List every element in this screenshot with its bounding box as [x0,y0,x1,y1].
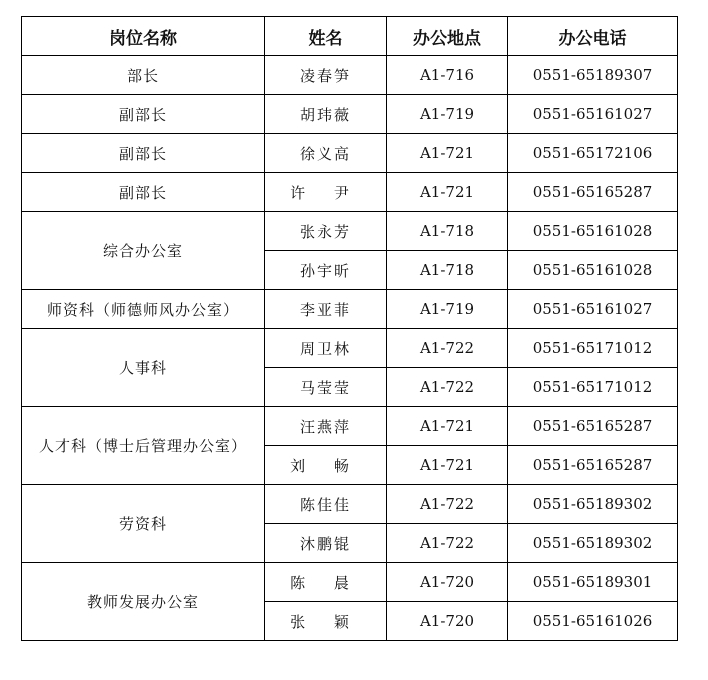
position-cell: 师资科（师德师风办公室） [22,290,265,329]
office-location-cell: A1-720 [387,563,508,602]
office-phone-cell: 0551-65171012 [508,329,678,368]
table-row [22,212,678,251]
position-cell: 副部长 [22,95,265,134]
header-name: 姓名 [265,17,387,56]
office-location-cell: A1-722 [387,524,508,563]
office-phone-cell: 0551-65161027 [508,95,678,134]
office-location-cell: A1-721 [387,407,508,446]
office-phone-cell: 0551-65161027 [508,290,678,329]
table-row [22,173,678,212]
office-phone-cell: 0551-65172106 [508,134,678,173]
name-cell: 汪燕萍 [265,407,387,446]
name-cell: 徐义高 [265,134,387,173]
header-position: 岗位名称 [22,17,265,56]
office-phone-cell: 0551-65161026 [508,602,678,641]
name-cell: 凌春笋 [265,56,387,95]
office-phone-cell: 0551-65161028 [508,212,678,251]
name-cell: 刘 畅 [265,446,387,485]
office-phone-cell: 0551-65189307 [508,56,678,95]
office-phone-cell: 0551-65161028 [508,251,678,290]
header-office-location: 办公地点 [387,17,508,56]
name-cell: 张 颖 [265,602,387,641]
office-location-cell: A1-721 [387,446,508,485]
position-cell: 副部长 [22,134,265,173]
position-cell: 人事科 [22,329,265,407]
office-location-cell: A1-716 [387,56,508,95]
office-phone-cell: 0551-65189302 [508,524,678,563]
office-phone-cell: 0551-65189301 [508,563,678,602]
name-cell: 陈 晨 [265,563,387,602]
table-row [22,329,678,368]
table-row [22,407,678,446]
name-cell: 胡玮薇 [265,95,387,134]
office-phone-cell: 0551-65165287 [508,407,678,446]
name-cell: 马莹莹 [265,368,387,407]
table-row [22,290,678,329]
office-location-cell: A1-719 [387,95,508,134]
office-location-cell: A1-722 [387,329,508,368]
office-location-cell: A1-721 [387,134,508,173]
position-cell: 副部长 [22,173,265,212]
office-phone-cell: 0551-65165287 [508,173,678,212]
header-office-phone: 办公电话 [508,17,678,56]
office-phone-cell: 0551-65189302 [508,485,678,524]
table-row [22,563,678,602]
name-cell: 周卫林 [265,329,387,368]
table-row [22,485,678,524]
name-cell: 李亚菲 [265,290,387,329]
name-cell: 陈佳佳 [265,485,387,524]
office-location-cell: A1-720 [387,602,508,641]
table-row [22,95,678,134]
office-phone-cell: 0551-65165287 [508,446,678,485]
position-cell: 劳资科 [22,485,265,563]
position-cell: 综合办公室 [22,212,265,290]
office-location-cell: A1-718 [387,212,508,251]
office-location-cell: A1-721 [387,173,508,212]
staff-directory-table [21,16,678,641]
office-phone-cell: 0551-65171012 [508,368,678,407]
table-row [22,134,678,173]
header-row [22,17,678,56]
position-cell: 部长 [22,56,265,95]
office-location-cell: A1-722 [387,368,508,407]
office-location-cell: A1-719 [387,290,508,329]
name-cell: 孙宇昕 [265,251,387,290]
position-cell: 教师发展办公室 [22,563,265,641]
table-body [22,56,678,641]
table-row [22,56,678,95]
office-location-cell: A1-722 [387,485,508,524]
office-location-cell: A1-718 [387,251,508,290]
name-cell: 张永芳 [265,212,387,251]
position-cell: 人才科（博士后管理办公室） [22,407,265,485]
name-cell: 沐鹏锟 [265,524,387,563]
name-cell: 许 尹 [265,173,387,212]
